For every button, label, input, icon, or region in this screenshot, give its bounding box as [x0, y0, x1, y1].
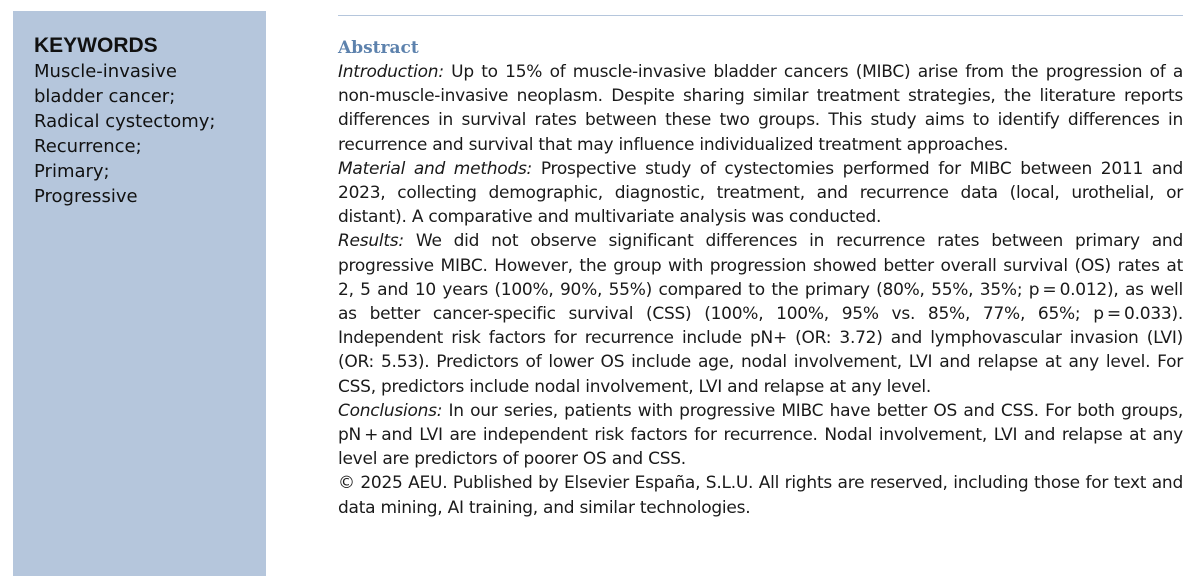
keywords-list: [34, 59, 254, 209]
abstract-title: Abstract: [338, 38, 419, 58]
introduction-label: Introduction:: [338, 62, 444, 82]
results-label: Results:: [338, 231, 404, 252]
methods-text: Prospective study of cystectomies performed for MIBC between 2011 and 2023, collecting demographic, diagnostic, treatment, and recurrence data (local, urothelial, or distant). A comparative and multivariate analysis was conducted.: [338, 158, 1184, 228]
keyword-item: Muscle-invasive: [34, 61, 177, 82]
keyword-item: Radical cystectomy;: [34, 111, 216, 132]
conclusions-label: Conclusions:: [338, 400, 443, 421]
keyword-item: Primary;: [34, 161, 110, 182]
results-text: We did not observe significant differences in recurrence rates between primary and progressive MIBC. However, the group with progression showed better overall survival (OS) rates at 2, 5 and 10 years (100%, 90%, 55%) compared to the primary (80%, 55%, 35%; p = 0.012), as well as better cancer-specific survival (CSS) (100%, 100%, 95% vs. 85%, 77%, 65%; p = 0.033). Independent risk factors for recurrence include pN+ (OR: 3.72) and lymphovascular invasion (LVI) (OR: 5.53). Predictors of lower OS include age, nodal involvement, LVI and relapse at any level. For CSS, predictors include nodal involvement, LVI and relapse at any level.: [338, 231, 1183, 397]
abstract-conclusions: [338, 399, 1183, 472]
keywords-heading: KEYWORDS: [34, 34, 158, 57]
keyword-item: Recurrence;: [34, 136, 142, 157]
abstract-results: [338, 229, 1183, 398]
header-divider: [338, 15, 1183, 16]
conclusions-text: In our series, patients with progressive MIBC have better OS and CSS. For both groups, pN + and LVI are independent risk factors for recurrence. Nodal involvement, LVI and relapse at any level are predictors of poorer OS and CSS.: [338, 400, 1184, 470]
abstract-methods: [338, 157, 1183, 230]
abstract-introduction: [338, 60, 1183, 157]
copyright-notice: © 2025 AEU. Published by Elsevier España, S.L.U. All rights are reserved, including those for text and data mining, AI training, and similar technologies.: [338, 473, 1183, 518]
methods-label: Material and methods:: [338, 158, 533, 179]
keywords-panel: [13, 11, 266, 576]
abstract-body: [338, 60, 1183, 520]
keyword-item: bladder cancer;: [34, 86, 176, 107]
abstract-section: [338, 37, 1183, 520]
introduction-text: Up to 15% of muscle-invasive bladder cancers (MIBC) arise from the progression of a non-muscle-invasive neoplasm. Despite sharing similar treatment strategies, the literature reports differences in survival rates between these two groups. This study aims to identify differences in recurrence and survival that may influence individualized treatment approaches.: [338, 62, 1183, 155]
keyword-item: Progressive: [34, 186, 138, 207]
